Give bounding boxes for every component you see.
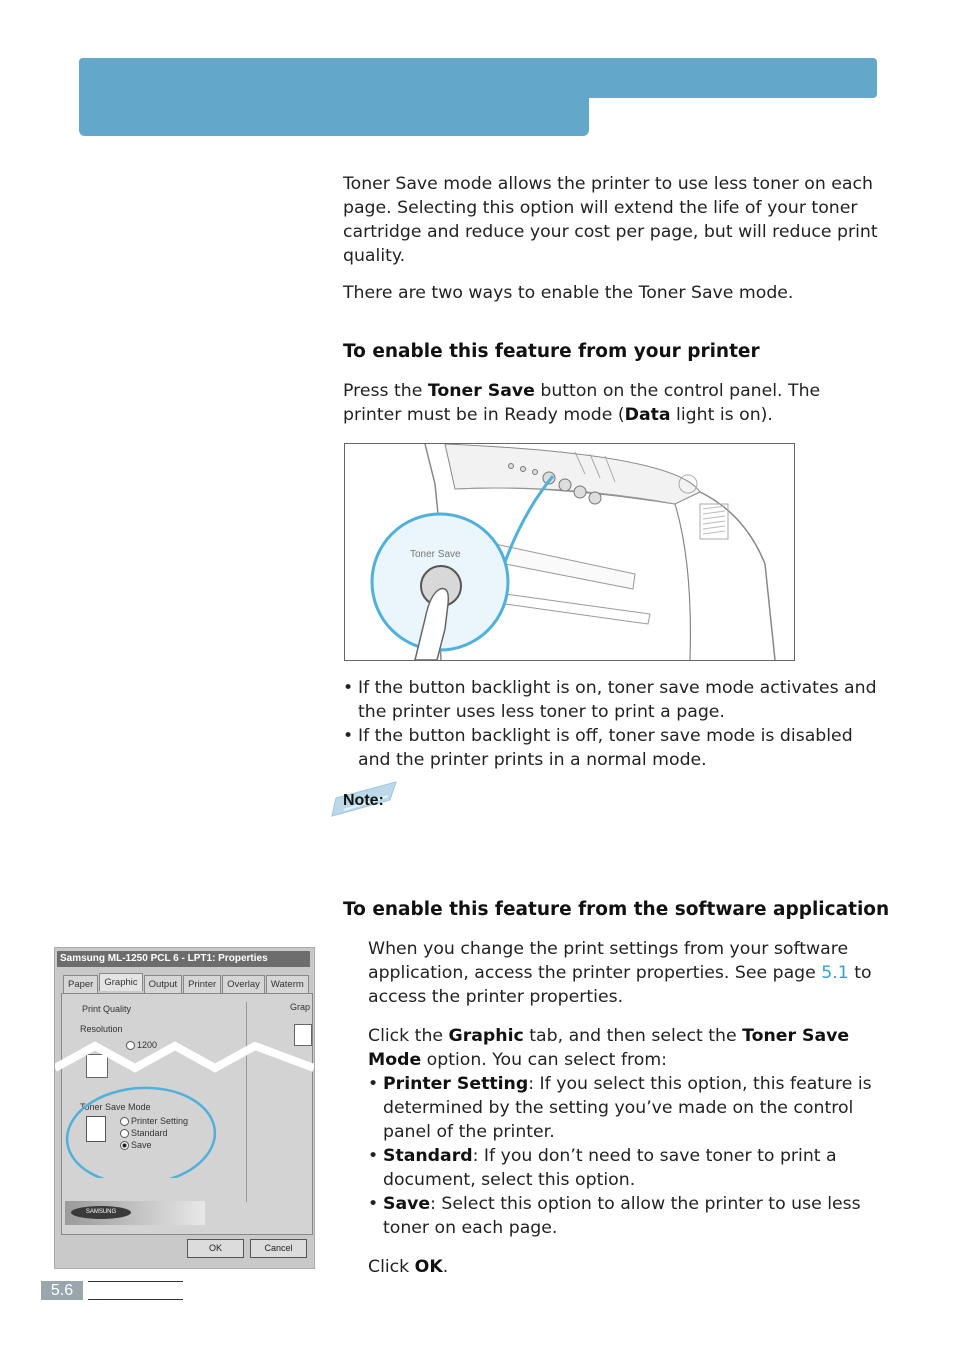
graphics-section-partial: Grap bbox=[290, 1002, 311, 1012]
list-item bbox=[368, 1144, 878, 1192]
page-link[interactable]: 5.1 bbox=[821, 963, 849, 983]
instruction-text: Click the bbox=[368, 1026, 449, 1046]
bullet-char: • bbox=[368, 1074, 379, 1094]
page-number: 5.6 bbox=[41, 1281, 83, 1300]
option-name: Printer Setting bbox=[383, 1074, 529, 1094]
bullet-char: • bbox=[343, 678, 354, 698]
toner-option-label: Standard bbox=[131, 1128, 168, 1138]
print-quality-label: Print Quality bbox=[82, 1004, 132, 1014]
bullet-text: If the button backlight is on, toner save mode activates and the printer uses less toner to print a page. bbox=[358, 678, 877, 722]
ok-term: OK bbox=[414, 1257, 443, 1277]
option-desc: : If you don’t need to save toner to print a document, select this option. bbox=[383, 1146, 837, 1190]
tab-watermark[interactable]: Waterm bbox=[266, 975, 309, 993]
data-term: Data bbox=[624, 405, 671, 425]
dialog-tabs bbox=[63, 975, 310, 993]
tab-overlay[interactable]: Overlay bbox=[222, 975, 265, 993]
dialog-title: Samsung ML-1250 PCL 6 - LPT1: Properties bbox=[57, 951, 310, 967]
option-name: Standard bbox=[383, 1146, 473, 1166]
bullet-char: • bbox=[343, 726, 354, 746]
cancel-button[interactable]: Cancel bbox=[250, 1239, 307, 1258]
note-label: Note: bbox=[343, 792, 384, 809]
option-desc: : If you select this option, this feature is determined by the setting you’ve made on the control panel of the printer. bbox=[383, 1074, 872, 1142]
list-item bbox=[343, 676, 878, 724]
intro-paragraph-1: Toner Save mode allows the printer to use less toner on each page. Selecting this option will extend the life of your toner cartridge and reduce your cost per page, but will reduce print quality. bbox=[343, 174, 878, 266]
bullet-text: If the button backlight is off, toner save mode is disabled and the printer prints in a normal mode. bbox=[358, 726, 853, 770]
instruction-text: option. You can select from: bbox=[421, 1050, 667, 1070]
toner-option-label: Save bbox=[131, 1140, 152, 1150]
option-name: Save bbox=[383, 1194, 431, 1214]
toner-save-mode-label: Toner Save Mode bbox=[80, 1102, 151, 1112]
tab-paper[interactable]: Paper bbox=[63, 975, 98, 993]
bullet-char: • bbox=[368, 1194, 379, 1214]
bullet-char: • bbox=[368, 1146, 379, 1166]
highlight-overlay bbox=[55, 1038, 314, 1178]
instruction-text: Press the bbox=[343, 381, 428, 401]
header-tab bbox=[79, 58, 589, 136]
option-desc: : Select this option to allow the printer to use less toner on each page. bbox=[383, 1194, 861, 1238]
software-instructions bbox=[368, 937, 878, 1279]
page-number-rule-bottom bbox=[88, 1299, 183, 1300]
printer-instructions bbox=[343, 379, 878, 427]
software-section-heading: To enable this feature from the software application bbox=[343, 899, 890, 920]
page-number-rule-top bbox=[88, 1281, 183, 1282]
resolution-option-label: 1200 bbox=[137, 1040, 158, 1050]
properties-dialog-screenshot bbox=[54, 947, 315, 1269]
printer-illustration bbox=[344, 443, 795, 661]
intro-paragraph-2: There are two ways to enable the Toner Save mode. bbox=[343, 283, 794, 303]
printer-section-heading: To enable this feature from your printer bbox=[343, 341, 760, 362]
list-item bbox=[368, 1072, 878, 1144]
instruction-text: tab, and then select the bbox=[523, 1026, 743, 1046]
graphic-term: Graphic bbox=[448, 1026, 524, 1046]
instruction-text: Click bbox=[368, 1257, 415, 1277]
intro-text bbox=[343, 172, 878, 305]
toner-save-image-label: Toner Save bbox=[410, 549, 461, 560]
samsung-logo-strip bbox=[65, 1201, 205, 1225]
samsung-logo: SAMSUNG bbox=[71, 1206, 131, 1219]
tab-output[interactable]: Output bbox=[144, 975, 183, 993]
tab-graphic[interactable]: Graphic bbox=[99, 973, 142, 991]
printer-drawing bbox=[345, 444, 794, 660]
instruction-text: . bbox=[442, 1257, 449, 1277]
tab-printer[interactable]: Printer bbox=[183, 975, 221, 993]
backlight-bullets bbox=[343, 676, 878, 772]
list-item bbox=[343, 724, 878, 772]
resolution-label: Resolution bbox=[80, 1024, 123, 1034]
instruction-text: When you change the print settings from your software application, access the printer properties. See page bbox=[368, 939, 849, 983]
toner-option-label: Printer Setting bbox=[131, 1116, 189, 1126]
toner-save-mode-term: Toner Save Mode bbox=[368, 1026, 850, 1070]
toner-save-term: Toner Save bbox=[427, 381, 535, 401]
instruction-text: to access the printer properties. bbox=[368, 963, 872, 1007]
list-item bbox=[368, 1192, 878, 1240]
ok-button[interactable]: OK bbox=[187, 1239, 244, 1258]
instruction-text: button on the control panel. The printer must be in Ready mode ( bbox=[343, 381, 821, 425]
instruction-text: light is on). bbox=[670, 405, 773, 425]
